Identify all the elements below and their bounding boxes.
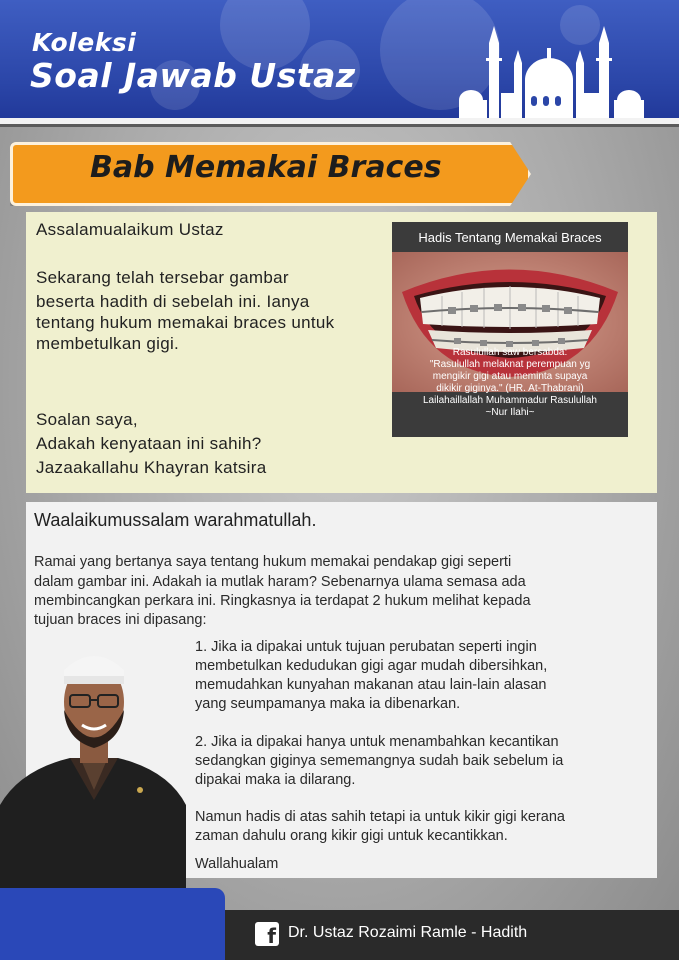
question-greeting: Assalamualaikum Ustaz	[36, 220, 224, 239]
footer-page-name[interactable]: Dr. Ustaz Rozaimi Ramle - Hadith	[288, 924, 528, 941]
hadis-caption-line: dikikir giginya." (HR. At-Thabrani)	[436, 383, 584, 394]
hadis-caption-line: ~Nur Ilahi~	[485, 407, 535, 418]
hadis-caption-line: "Rasulullah melaknat perempuan yg	[429, 359, 591, 370]
answer-intro-line: tujuan braces ini dipasang:	[34, 612, 207, 628]
answer-point2-line: sedangkan giginya sememangnya sudah baik sebelum ia	[195, 753, 564, 769]
answer-point1-line: memudahkan kunyahan makanan atau lain-lain alasan	[195, 677, 547, 693]
hadis-caption-line: Rasulullah saw bersabda:	[452, 347, 568, 358]
question-closing-line: Adakah kenyataan ini sahih?	[36, 434, 262, 453]
question-line: tentang hukum memakai braces untuk	[36, 313, 335, 332]
answer-greeting: Waalaikumussalam warahmatullah.	[34, 510, 317, 530]
answer-point1-line: membetulkan kedudukan gigi agar mudah dibersihkan,	[195, 658, 548, 674]
hadis-image-card	[392, 222, 628, 437]
facebook-icon[interactable]: f	[255, 922, 279, 946]
question-line: membetulkan gigi.	[36, 334, 180, 353]
answer-intro-line: dalam gambar ini. Adakah ia mutlak haram? Sebenarnya ulama semasa ada	[34, 574, 526, 590]
answer-point1-line: 1. Jika ia dipakai untuk tujuan perubatan seperti ingin	[195, 639, 537, 655]
header-banner	[0, 0, 679, 118]
question-line: beserta hadith di sebelah ini. Ianya	[36, 292, 310, 311]
brand-line2: Soal Jawab Ustaz	[30, 56, 356, 95]
answer-point2-line: dipakai maka ia dilarang.	[195, 772, 356, 788]
hadis-caption	[396, 347, 624, 419]
answer-intro-line: membincangkan perkara ini. Ringkasnya ia terdapat 2 hukum melihat kepada	[34, 593, 531, 609]
hadis-card-title: Hadis Tentang Memakai Braces	[418, 230, 602, 245]
hadis-caption-line: mengikir gigi atau meminta supaya	[432, 371, 588, 382]
mosque-icon	[459, 18, 649, 118]
ustaz-photo	[0, 640, 188, 890]
question-closing-line: Jazaakallahu Khayran katsira	[36, 458, 267, 477]
answer-note-line: zaman dahulu orang kikir gigi untuk kecantikkan.	[195, 828, 508, 844]
footer-blue-block	[0, 888, 225, 960]
answer-note-line: Namun hadis di atas sahih tetapi ia untuk kikir gigi kerana	[195, 809, 565, 825]
question-line: Sekarang telah tersebar gambar	[36, 268, 289, 287]
brand-line1: Koleksi	[32, 28, 137, 57]
header-divider-shadow	[0, 124, 679, 127]
answer-point2-line: 2. Jika ia dipakai hanya untuk menambahkan kecantikan	[195, 734, 559, 750]
answer-intro-line: Ramai yang bertanya saya tentang hukum memakai pendakap gigi seperti	[34, 554, 512, 570]
page-title: Bab Memakai Braces	[90, 150, 442, 185]
question-closing-line: Soalan saya,	[36, 410, 138, 429]
answer-closing: Wallahualam	[195, 856, 279, 872]
answer-point1-line: yang seumpamanya maka ia dibenarkan.	[195, 696, 461, 712]
hadis-caption-line: Lailahaillallah Muhammadur Rasulullah	[423, 395, 597, 406]
